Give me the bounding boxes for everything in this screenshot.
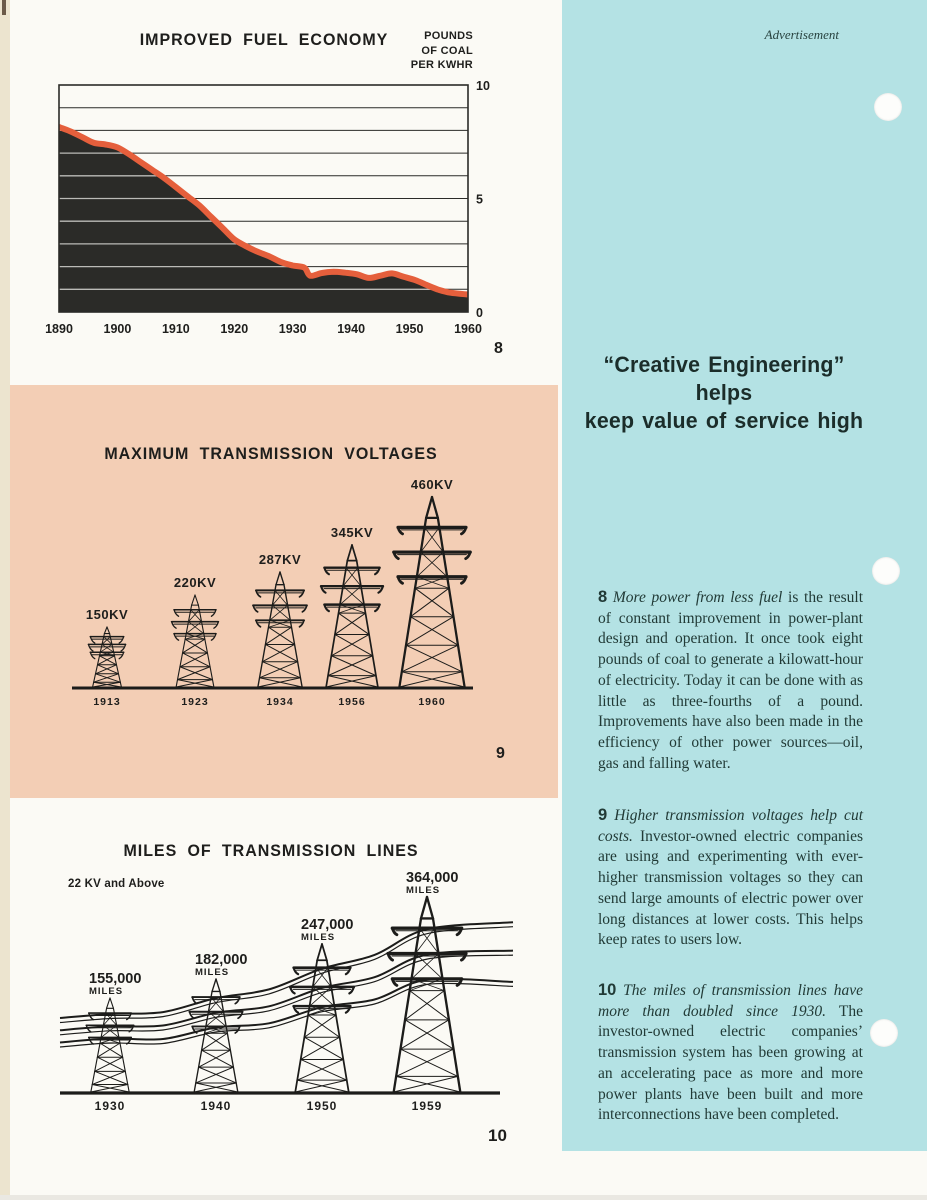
fuel-economy-chart xyxy=(0,0,560,378)
svg-text:345KV: 345KV xyxy=(330,525,374,540)
headline-line-2: keep value of service high xyxy=(584,408,864,433)
paragraph-9-lead: Higher transmission voltages help cut costs. xyxy=(598,807,863,845)
svg-text:1890: 1890 xyxy=(45,322,73,336)
svg-text:1940: 1940 xyxy=(337,322,366,336)
figure-10-number: 10 xyxy=(488,1126,507,1145)
voltage-towers-chart xyxy=(10,385,558,798)
miles-towers-chart xyxy=(10,798,558,1155)
paragraph-9-number: 9 xyxy=(598,806,608,824)
svg-text:MILES: MILES xyxy=(195,967,230,978)
svg-text:460KV: 460KV xyxy=(410,477,454,492)
sidebar-headline xyxy=(579,351,870,435)
svg-text:1900: 1900 xyxy=(103,322,132,336)
paragraph-8-number: 8 xyxy=(598,588,608,606)
punch-hole xyxy=(872,557,900,585)
transmission-tower-drawing xyxy=(172,595,219,687)
svg-text:MILES: MILES xyxy=(301,932,336,943)
headline-line-1: “Creative Engineering” helps xyxy=(603,352,845,405)
svg-text:1913: 1913 xyxy=(93,696,121,708)
svg-text:10: 10 xyxy=(476,79,490,93)
advertisement-sidebar xyxy=(562,0,927,1151)
svg-text:1934: 1934 xyxy=(266,696,294,708)
svg-text:182,000: 182,000 xyxy=(195,952,248,968)
svg-text:0: 0 xyxy=(476,306,483,320)
svg-text:287KV: 287KV xyxy=(258,552,302,567)
figure-10-transmission-miles xyxy=(10,798,558,1155)
svg-text:364,000: 364,000 xyxy=(406,870,459,886)
figure-9-title: MAXIMUM TRANSMISSION VOLTAGES xyxy=(104,445,438,463)
svg-text:1956: 1956 xyxy=(338,696,366,708)
svg-text:1960: 1960 xyxy=(418,696,446,708)
svg-text:220KV: 220KV xyxy=(173,575,217,590)
paragraph-8-text: is the result of constant improvement in power-plant design and operation. It once took eight pounds of coal to generate a kilowatt-hour of electricity. Today it can be done with as little as three-fourths of a pound. Improvements have also been made in the efficiency of other power sources—oil, gas and falling water. xyxy=(598,589,864,772)
svg-text:155,000: 155,000 xyxy=(89,971,142,987)
svg-text:247,000: 247,000 xyxy=(301,917,354,933)
unit-line-1: POUNDS xyxy=(424,30,473,42)
svg-text:1930: 1930 xyxy=(278,322,307,336)
paragraph-10-text: The investor-owned electric companies’ transmission system has been growing at an accelerating pace as more and more power plants have been built and more interconnections have been completed. xyxy=(598,1002,863,1124)
transmission-tower-drawing xyxy=(88,627,125,687)
svg-text:1940: 1940 xyxy=(200,1099,232,1113)
unit-line-2: OF COAL xyxy=(421,44,473,57)
svg-text:1950: 1950 xyxy=(306,1099,338,1113)
paragraph-8 xyxy=(598,587,863,774)
paragraph-9-text: Investor-owned electric companies are using and experimenting with ever-higher transmission voltages so they can send large amounts of electric power over long distances at lower costs. This helps keep rates to users low. xyxy=(598,827,863,949)
figure-8-number: 8 xyxy=(494,340,503,357)
transmission-tower-drawing xyxy=(321,545,383,687)
svg-text:1950: 1950 xyxy=(395,322,424,336)
svg-text:1959: 1959 xyxy=(411,1099,443,1113)
paragraph-10-lead: The miles of transmission lines have more than doubled since 1930. xyxy=(598,982,863,1020)
unit-line-3: PER KWHR xyxy=(410,59,473,71)
svg-text:5: 5 xyxy=(476,192,483,207)
transmission-tower-drawing xyxy=(253,572,307,687)
transmission-tower-drawing xyxy=(86,998,133,1092)
svg-text:150KV: 150KV xyxy=(85,607,129,622)
svg-text:1910: 1910 xyxy=(161,322,190,336)
svg-text:1960: 1960 xyxy=(454,322,482,336)
paragraph-10 xyxy=(598,980,863,1126)
punch-hole xyxy=(874,93,902,121)
figure-8-title: IMPROVED FUEL ECONOMY xyxy=(139,31,389,49)
paragraph-8-lead: More power from less fuel xyxy=(612,589,783,606)
figure-8-fuel-economy xyxy=(0,0,560,378)
svg-text:1923: 1923 xyxy=(181,696,209,708)
svg-text:MILES: MILES xyxy=(406,885,441,896)
punch-hole xyxy=(870,1019,898,1047)
svg-text:1930: 1930 xyxy=(94,1099,126,1113)
figure-10-subtitle: 22 KV and Above xyxy=(68,878,165,890)
figure-10-title: MILES OF TRANSMISSION LINES xyxy=(123,842,419,860)
transmission-tower-drawing xyxy=(394,497,470,687)
scan-bottom-edge xyxy=(0,1195,927,1200)
paragraph-10-number: 10 xyxy=(598,981,617,999)
paragraph-9 xyxy=(598,805,863,951)
advertisement-label: Advertisement xyxy=(764,27,839,42)
figure-9-number: 9 xyxy=(496,745,505,762)
svg-text:MILES: MILES xyxy=(89,986,124,997)
svg-text:1920: 1920 xyxy=(220,322,249,336)
figure-9-transmission-voltages xyxy=(10,385,558,798)
